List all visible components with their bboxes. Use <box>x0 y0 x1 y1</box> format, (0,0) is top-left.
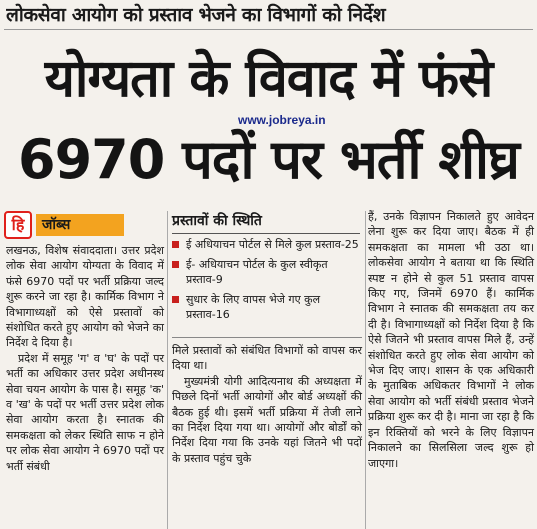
headline-line-1: योग्यता के विवाद में फंसे <box>44 49 493 109</box>
article-column-1 <box>6 243 164 474</box>
column-divider <box>167 211 168 529</box>
square-bullet-icon <box>172 241 179 248</box>
section-tag <box>4 211 126 239</box>
infobox-title: प्रस्तावों की स्थिति <box>172 213 262 229</box>
infobox-item: सुधार के लिए वापस भेजे गए कुल प्रस्ताव-16 <box>172 292 362 322</box>
infobox-item: ई अधियाचन पोर्टल से मिले कुल प्रस्ताव-25 <box>172 237 362 252</box>
infobox-bottom-rule <box>172 337 362 338</box>
watermark-url: www.jobreya.in <box>238 113 326 127</box>
infobox-title-rule <box>172 233 360 234</box>
article-paragraph: हैं, उनके विज्ञापन निकालते हुए आवेदन लेना शुरू कर दिया जाए। बैठक में ही समकक्षता का मामला भी उठा था। लोकसेवा आयोग ने बताया था कि स्थिति स्पष्ट न होने से कुल 51 प्रस्ताव वापस किए गए, जिनमें 6970 हैं। कार्मिक विभाग ने स्नातक की समकक्षता तय कर दी है। विभागाध्यक्षों को निर्देश दिया है कि ऐसे जितने भी प्रस्ताव वापस मिले हैं, उन्हें संशोधित करते हुए लोक सेवा आयोग को भेज दिए जाए। शासन के एक अधिकारी के मुताबिक अधिकतर विभागों ने लोक सेवा आयोग को भर्ती संबंधी प्रस्ताव भेजने प्रक्रिया शुरू कर दी है। माना जा रहा है कि इन रिक्तियों को भरने के लिए विज्ञापन निकालने का सिलसिला जल्द शुरू हो जाएगा। <box>368 210 534 470</box>
article-column-2 <box>172 343 362 466</box>
divider <box>4 29 533 30</box>
article-paragraph: मुख्यमंत्री योगी आदित्यनाथ की अध्यक्षता में पिछले दिनों भर्ती आयोगों और बोर्ड अध्यक्षों की बैठक हुई थी। इसमें भर्ती प्रक्रिया में तेजी लाने का निर्देश दिया गया था। आयोगों और बोर्डों को निर्देश दिया गया कि उनके यहां जितने भी पदों के प्रस्ताव पहुंच चुके <box>172 374 362 465</box>
article-paragraph: लखनऊ, विशेष संवाददाता। उत्तर प्रदेश लोक सेवा आयोग योग्यता के विवाद में फंसे 6970 पदों पर भर्ती प्रक्रिया जल्द शुरू करने जा रहा है। कार्मिक विभाग ने विभागाध्यक्षों को ऐसे प्रस्तावों को संशोधित करते हुए आयोग को भेजने का निर्देश दे दिया है। <box>6 244 164 350</box>
article-paragraph: मिले प्रस्तावों को संबंधित विभागों को वापस कर दिया था। <box>172 344 362 373</box>
article-column-3 <box>368 209 534 471</box>
square-bullet-icon <box>172 261 179 268</box>
status-infobox <box>172 211 362 339</box>
infobox-item: ई- अधियाचन पोर्टल के कुल स्वीकृत प्रस्ताव-9 <box>172 257 362 287</box>
square-bullet-icon <box>172 296 179 303</box>
section-label: जॉब्स <box>36 214 124 236</box>
infobox-list <box>172 237 362 327</box>
article-paragraph: प्रदेश में समूह 'ग' व 'घ' के पदों पर भर्ती का अधिकार उत्तर प्रदेश अधीनस्थ सेवा चयन आयोग के पास है। समूह 'क' व 'ख' के पदों पर भर्ती उत्तर प्रदेश लोक सेवा आयोग करता है। स्नातक की समकक्षता को लेकर स्थिति साफ न होने पर लोक सेवा आयोग ने 6970 पदों पर भर्ती संबंधी <box>6 351 164 473</box>
hindustan-logo-icon: हि <box>4 211 32 239</box>
headline-line-2: 6970 पदों पर भर्ती शीघ्र <box>18 128 519 191</box>
column-divider <box>365 211 366 529</box>
kicker-headline: लोकसेवा आयोग को प्रस्ताव भेजने का विभागों को निर्देश <box>6 4 386 26</box>
